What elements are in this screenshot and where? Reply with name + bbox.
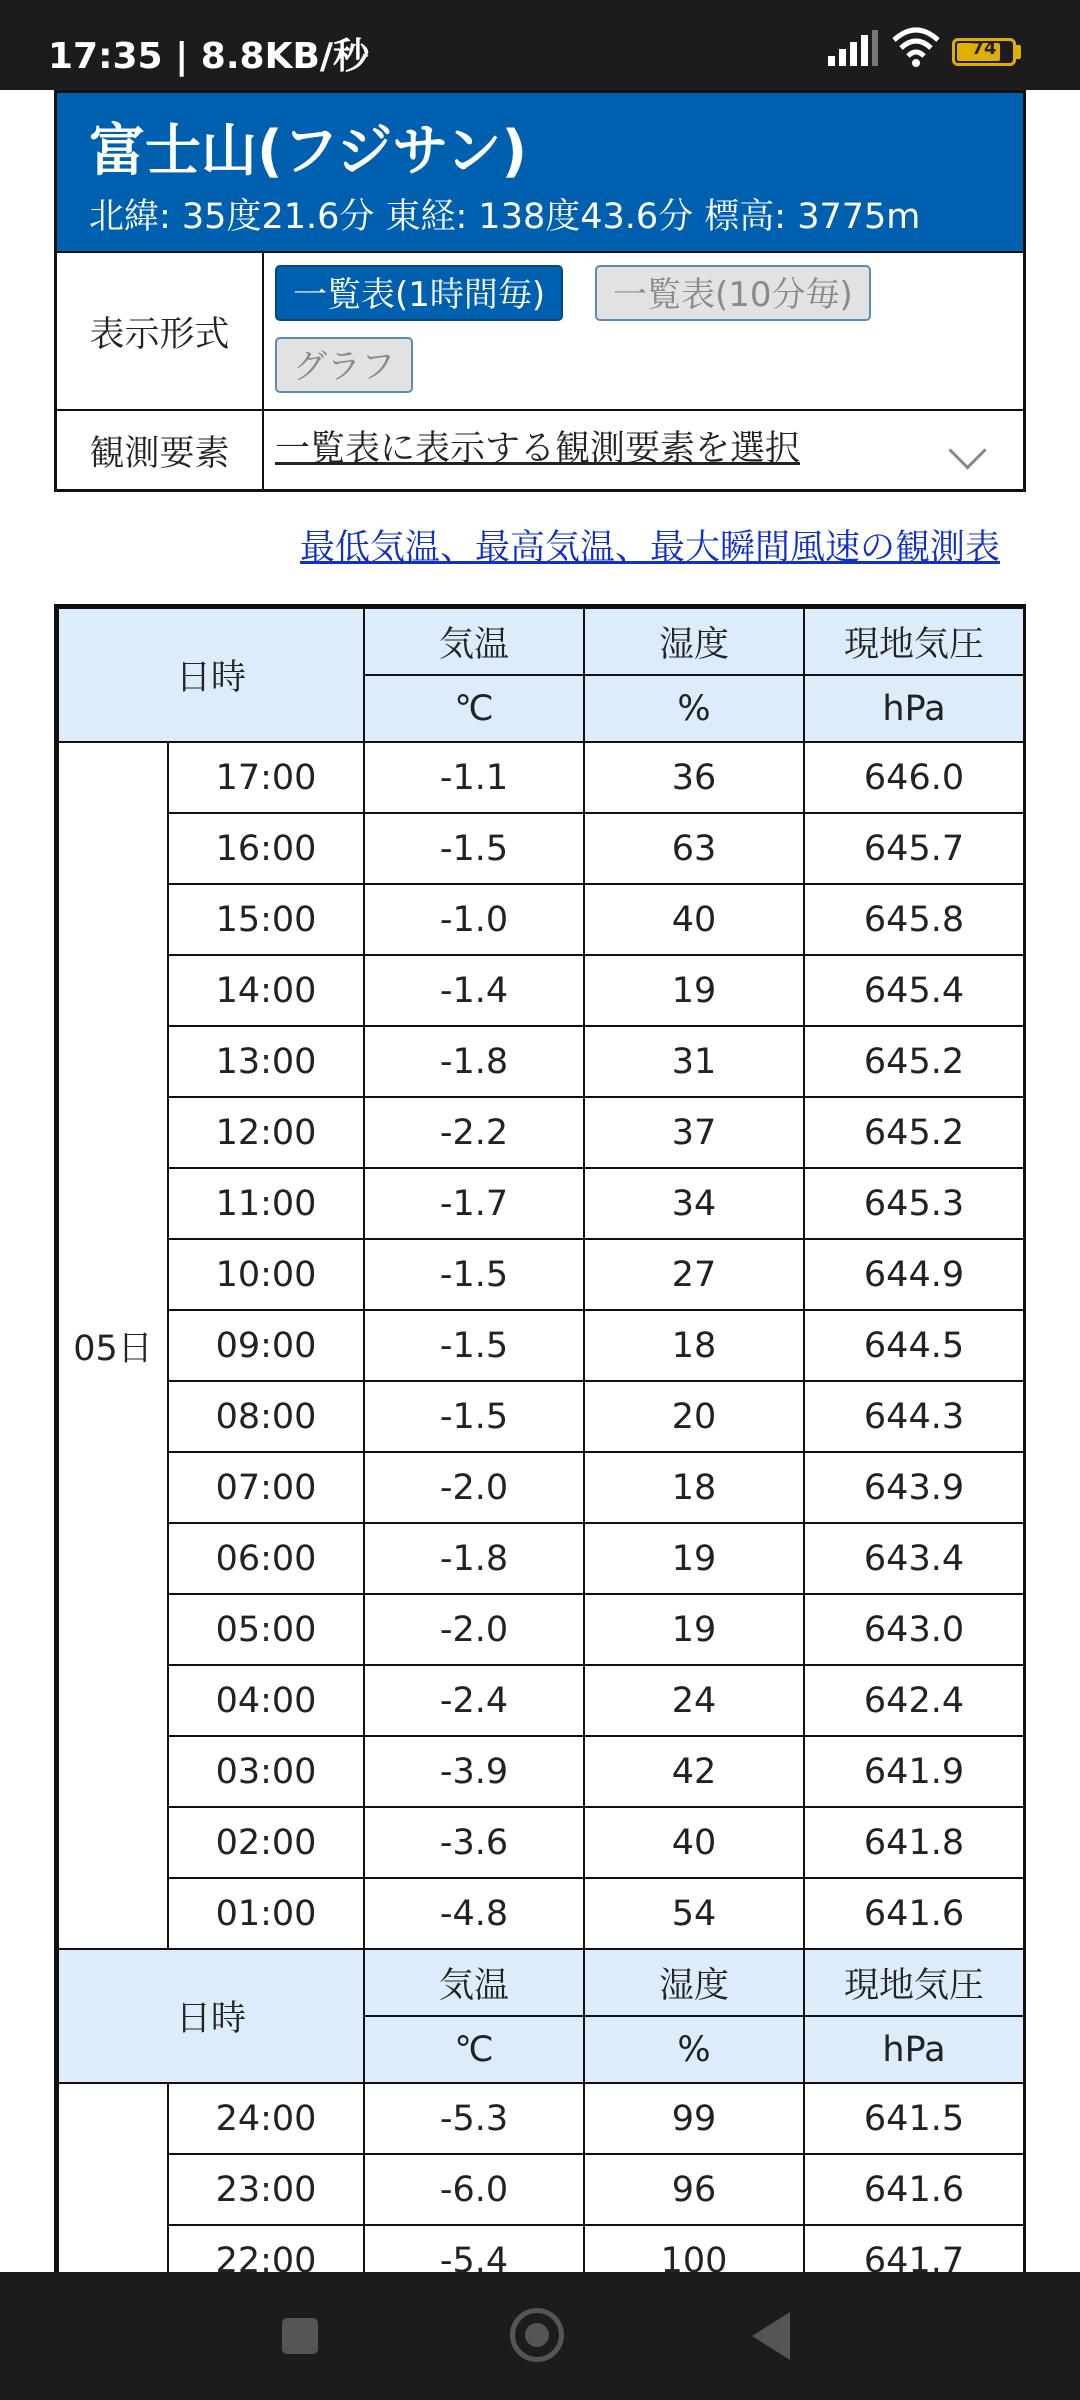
cell-temperature: -4.8 <box>364 1878 584 1949</box>
cell-pressure: 643.0 <box>804 1594 1024 1665</box>
cell-humidity: 36 <box>584 742 804 813</box>
station-info-box <box>54 90 1026 492</box>
back-icon[interactable] <box>752 2312 790 2360</box>
cell-pressure: 641.6 <box>804 1878 1024 1949</box>
table-row <box>58 1523 1024 1594</box>
observation-table <box>54 604 1026 2272</box>
cell-pressure: 645.2 <box>804 1026 1024 1097</box>
cell-humidity: 63 <box>584 813 804 884</box>
cell-time: 06:00 <box>168 1523 364 1594</box>
table-row <box>58 1665 1024 1736</box>
cell-pressure: 645.4 <box>804 955 1024 1026</box>
cell-pressure: 641.8 <box>804 1807 1024 1878</box>
cell-temperature: -1.8 <box>364 1523 584 1594</box>
cell-humidity: 18 <box>584 1452 804 1523</box>
cell-time: 08:00 <box>168 1381 364 1452</box>
cell-pressure: 643.4 <box>804 1523 1024 1594</box>
cell-pressure: 645.3 <box>804 1168 1024 1239</box>
cell-temperature: -1.7 <box>364 1168 584 1239</box>
cell-pressure: 646.0 <box>804 742 1024 813</box>
header-pressure: 現地気圧 <box>804 1949 1024 2016</box>
table-row <box>58 2225 1024 2272</box>
header-temperature: 気温 <box>364 608 584 675</box>
cell-time: 10:00 <box>168 1239 364 1310</box>
unit-pressure: hPa <box>804 675 1024 742</box>
table-row <box>58 1807 1024 1878</box>
option-hourly-list[interactable]: 一覧表(1時間毎) <box>275 265 563 321</box>
cell-time: 05:00 <box>168 1594 364 1665</box>
cell-temperature: -1.4 <box>364 955 584 1026</box>
table-row <box>58 1594 1024 1665</box>
cell-pressure: 641.9 <box>804 1736 1024 1807</box>
station-coordinates: 北緯: 35度21.6分 東経: 138度43.6分 標高: 3775m <box>89 197 921 237</box>
extremes-table-link[interactable]: 最低気温、最高気温、最大瞬間風速の観測表 <box>299 528 1000 568</box>
header-datetime: 日時 <box>58 608 364 742</box>
cell-humidity: 99 <box>584 2083 804 2154</box>
cell-pressure: 642.4 <box>804 1665 1024 1736</box>
unit-temperature: ℃ <box>364 675 584 742</box>
cell-humidity: 27 <box>584 1239 804 1310</box>
cell-humidity: 100 <box>584 2225 804 2272</box>
cell-humidity: 19 <box>584 1523 804 1594</box>
cell-humidity: 19 <box>584 1594 804 1665</box>
home-icon[interactable] <box>510 2308 564 2362</box>
signal-icon <box>828 30 878 66</box>
status-time: 17:35 | 8.8KB/秒 <box>48 36 370 77</box>
cell-time: 07:00 <box>168 1452 364 1523</box>
cell-temperature: -6.0 <box>364 2154 584 2225</box>
cell-temperature: -2.0 <box>364 1594 584 1665</box>
header-humidity: 湿度 <box>584 1949 804 2016</box>
cell-temperature: -1.8 <box>364 1026 584 1097</box>
observation-element-row <box>57 409 1023 491</box>
table-row <box>58 1097 1024 1168</box>
cell-time: 13:00 <box>168 1026 364 1097</box>
recents-icon[interactable] <box>282 2318 318 2354</box>
cell-pressure: 644.5 <box>804 1310 1024 1381</box>
table-row <box>58 1878 1024 1949</box>
unit-temperature: ℃ <box>364 2016 584 2083</box>
station-header <box>57 93 1023 251</box>
battery-level: 74 <box>971 38 997 59</box>
cell-time: 12:00 <box>168 1097 364 1168</box>
cell-time: 15:00 <box>168 884 364 955</box>
cell-pressure: 644.3 <box>804 1381 1024 1452</box>
table-row <box>58 1310 1024 1381</box>
cell-temperature: -3.6 <box>364 1807 584 1878</box>
cell-temperature: -2.0 <box>364 1452 584 1523</box>
table-row <box>58 742 1024 813</box>
cell-time: 22:00 <box>168 2225 364 2272</box>
table-row <box>58 955 1024 1026</box>
cell-humidity: 18 <box>584 1310 804 1381</box>
header-datetime: 日時 <box>58 1949 364 2083</box>
table-row <box>58 1381 1024 1452</box>
cell-pressure: 645.2 <box>804 1097 1024 1168</box>
cell-pressure: 643.9 <box>804 1452 1024 1523</box>
header-pressure: 現地気圧 <box>804 608 1024 675</box>
battery-icon <box>952 38 1016 66</box>
cell-temperature: -1.5 <box>364 1381 584 1452</box>
cell-temperature: -2.2 <box>364 1097 584 1168</box>
cell-time: 16:00 <box>168 813 364 884</box>
option-graph[interactable]: グラフ <box>275 337 413 393</box>
cell-pressure: 641.7 <box>804 2225 1024 2272</box>
cell-pressure: 641.6 <box>804 2154 1024 2225</box>
cell-temperature: -5.4 <box>364 2225 584 2272</box>
cell-humidity: 96 <box>584 2154 804 2225</box>
display-format-label: 表示形式 <box>57 253 264 411</box>
cell-time: 04:00 <box>168 1665 364 1736</box>
table-row <box>58 2154 1024 2225</box>
header-humidity: 湿度 <box>584 608 804 675</box>
table-row <box>58 1239 1024 1310</box>
cell-time: 24:00 <box>168 2083 364 2154</box>
station-name: 富士山(フジサン) <box>89 119 528 184</box>
unit-humidity: % <box>584 675 804 742</box>
unit-humidity: % <box>584 2016 804 2083</box>
cell-humidity: 24 <box>584 1665 804 1736</box>
table-row <box>58 2083 1024 2154</box>
cell-temperature: -1.5 <box>364 1310 584 1381</box>
cell-pressure: 641.5 <box>804 2083 1024 2154</box>
cell-humidity: 40 <box>584 884 804 955</box>
day-label: 05日 <box>58 742 168 1949</box>
wifi-icon <box>892 26 940 68</box>
navigation-bar <box>0 2272 1080 2400</box>
chevron-down-icon[interactable] <box>948 431 986 469</box>
cell-time: 23:00 <box>168 2154 364 2225</box>
cell-humidity: 19 <box>584 955 804 1026</box>
cell-pressure: 644.9 <box>804 1239 1024 1310</box>
cell-time: 02:00 <box>168 1807 364 1878</box>
cell-time: 14:00 <box>168 955 364 1026</box>
cell-temperature: -5.3 <box>364 2083 584 2154</box>
cell-humidity: 40 <box>584 1807 804 1878</box>
observation-element-label: 観測要素 <box>57 411 264 491</box>
cell-time: 01:00 <box>168 1878 364 1949</box>
day-label-empty <box>58 2083 168 2272</box>
status-bar <box>0 0 1080 90</box>
cell-time: 11:00 <box>168 1168 364 1239</box>
cell-humidity: 31 <box>584 1026 804 1097</box>
option-10min-list[interactable]: 一覧表(10分毎) <box>595 265 871 321</box>
observation-element-select[interactable]: 一覧表に表示する観測要素を選択 <box>275 429 801 469</box>
display-format-row <box>57 251 1023 411</box>
cell-time: 09:00 <box>168 1310 364 1381</box>
cell-humidity: 34 <box>584 1168 804 1239</box>
cell-temperature: -3.9 <box>364 1736 584 1807</box>
battery-tip <box>1016 45 1021 59</box>
cell-temperature: -2.4 <box>364 1665 584 1736</box>
cell-humidity: 42 <box>584 1736 804 1807</box>
cell-time: 17:00 <box>168 742 364 813</box>
header-temperature: 気温 <box>364 1949 584 2016</box>
table-row <box>58 1736 1024 1807</box>
cell-pressure: 645.7 <box>804 813 1024 884</box>
table-row <box>58 884 1024 955</box>
table-row <box>58 1452 1024 1523</box>
cell-temperature: -1.0 <box>364 884 584 955</box>
cell-time: 03:00 <box>168 1736 364 1807</box>
cell-temperature: -1.5 <box>364 813 584 884</box>
cell-temperature: -1.1 <box>364 742 584 813</box>
cell-humidity: 37 <box>584 1097 804 1168</box>
unit-pressure: hPa <box>804 2016 1024 2083</box>
table-row <box>58 1168 1024 1239</box>
cell-humidity: 20 <box>584 1381 804 1452</box>
table-row <box>58 1026 1024 1097</box>
cell-humidity: 54 <box>584 1878 804 1949</box>
cell-pressure: 645.8 <box>804 884 1024 955</box>
cell-temperature: -1.5 <box>364 1239 584 1310</box>
table-row <box>58 813 1024 884</box>
